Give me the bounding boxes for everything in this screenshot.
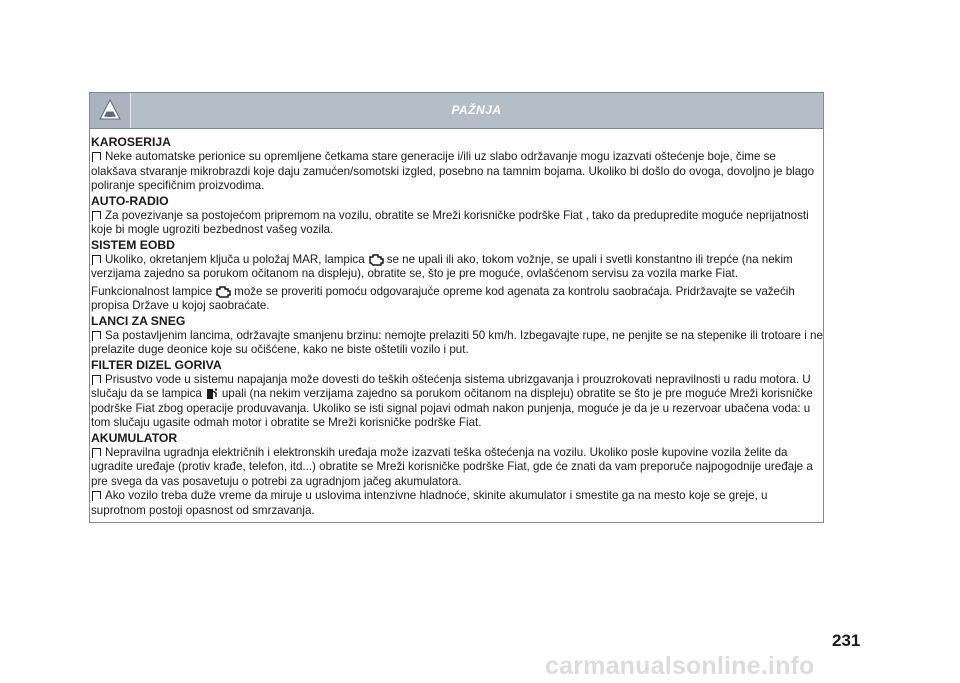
paragraph-text: Prisustvo vode u sistemu napajanja može dovesti do teških oštećenja sistema ubrizgavanja i prouzrokovati nepravilnosti u radu motora. U slučaju da se lampica (91, 372, 811, 400)
paragraph-text: Sa postavljenim lancima, održavajte smanjenu brzinu: nemojte prelaziti 50 km/h. Izbegavajte rupe, ne penjite se na stepenike ili trotoare i ne prelazite duge deonice koje su očišćene, kako ne biste oštetili vozilo i put. (91, 328, 823, 356)
bullet-icon (92, 152, 101, 160)
warning-title: PAŽNJA (451, 103, 502, 117)
watermark: carmanualsonline.info (545, 652, 815, 680)
section-heading-auto-radio: AUTO-RADIO (91, 193, 169, 208)
paragraph-text: Ako vozilo treba duže vreme da miruje u uslovima intenzivne hladnoće, skinite akumulator i smestite ga na mesto koje se greje, u suprotnom postoji opasnost od smrzavanja. (91, 489, 768, 517)
paragraph-text: Za povezivanje sa postojećom pripremom na vozilu, obratite se Mreži korisničke podrške Fiat , tako da predupredite moguće neprijatnosti koje bi mogle ugroziti bezbednost vašeg vozila. (91, 208, 809, 236)
bullet-icon (92, 331, 101, 339)
paragraph (91, 285, 823, 314)
warning-icon-cell (90, 93, 131, 128)
bullet-icon (92, 375, 101, 383)
paragraph (91, 373, 823, 431)
paragraph (91, 329, 823, 358)
paragraph-text: Funkcionalnost lampice (91, 284, 213, 298)
bullet-icon (92, 448, 101, 456)
paragraph (91, 446, 823, 490)
engine-warning-icon (368, 253, 384, 266)
bullet-icon (92, 491, 101, 499)
paragraph (91, 209, 823, 238)
section-heading-karoserija: KAROSERIJA (91, 135, 171, 149)
paragraph (91, 150, 823, 194)
paragraph-text: Nepravilna ugradnja električnih i elektronskih uređaja može izazvati teška oštećenja na vozilu. Ukoliko posle kupovine vozila želite da ugradite uređaje (protiv krađe, telefon, itd...) obratite se Mreži korisničke podrške Fiat, gde će znati da vam preporuče najpogodnije uređaje a pre svega da vas posavetuju o potrebi za ugradnjom jačeg akumulatora. (91, 445, 813, 488)
paragraph (91, 489, 823, 518)
paragraph (91, 253, 823, 282)
warning-body (90, 129, 823, 522)
water-in-fuel-icon (205, 387, 219, 400)
section-heading-filter: FILTER DIZEL GORIVA (91, 357, 222, 372)
paragraph-text: upali (na nekim verzijama zajedno sa porukom očitanom na displeju) obratite se što je pre moguće Mreži korisničke podrške Fiat zbog operacije produvavanja. Ukoliko se isti signal pojavi odmah nakon punjenja, moguće je da je u rezervoar ubačena voda: u tom slučaju ugasite odmah motor i obratite se Mreži korisničke podrške Fiat. (91, 387, 813, 429)
warning-header (90, 93, 823, 129)
section-heading-eobd: SISTEM EOBD (91, 237, 175, 252)
bullet-icon (92, 255, 101, 263)
paragraph-text: se ne upali ili ako, tokom vožnje, se upali i svetli konstantno ili trepće (na nekim verzijama zajedno sa porukom očitanom na displeju), obratite se, što je pre moguće, ovlašćenom servisu za vozila marke Fiat. (91, 252, 793, 280)
page-number: 231 (832, 631, 861, 650)
paragraph-text: može se proveriti pomoću odgovarajuće opreme kod agenata za kontrolu saobraćaja. Pridržavajte se važećih propisa Države u kojoj saobraćate. (91, 284, 795, 312)
paragraph-text: Ukoliko, okretanjem ključa u položaj MAR, lampica (105, 252, 365, 266)
engine-warning-icon (215, 285, 231, 298)
section-heading-lanci: LANCI ZA SNEG (91, 313, 186, 328)
warning-box (89, 92, 824, 523)
paragraph-text: Neke automatske perionice su opremljene četkama stare generacije i/ili uz slabo održavanje mogu izazvati oštećenje boje, čime se olakšava stvaranje mikrobrazdi koje daju zamućen/somotski izgled, posebno na tamnim bojama. Ukoliko bi došlo do ovoga, dovoljno je blago poliranje specifičnim proizvodima. (91, 150, 815, 192)
bullet-icon (92, 211, 101, 219)
car-warning-icon (99, 99, 121, 121)
section-heading-akumulator: AKUMULATOR (91, 430, 178, 445)
